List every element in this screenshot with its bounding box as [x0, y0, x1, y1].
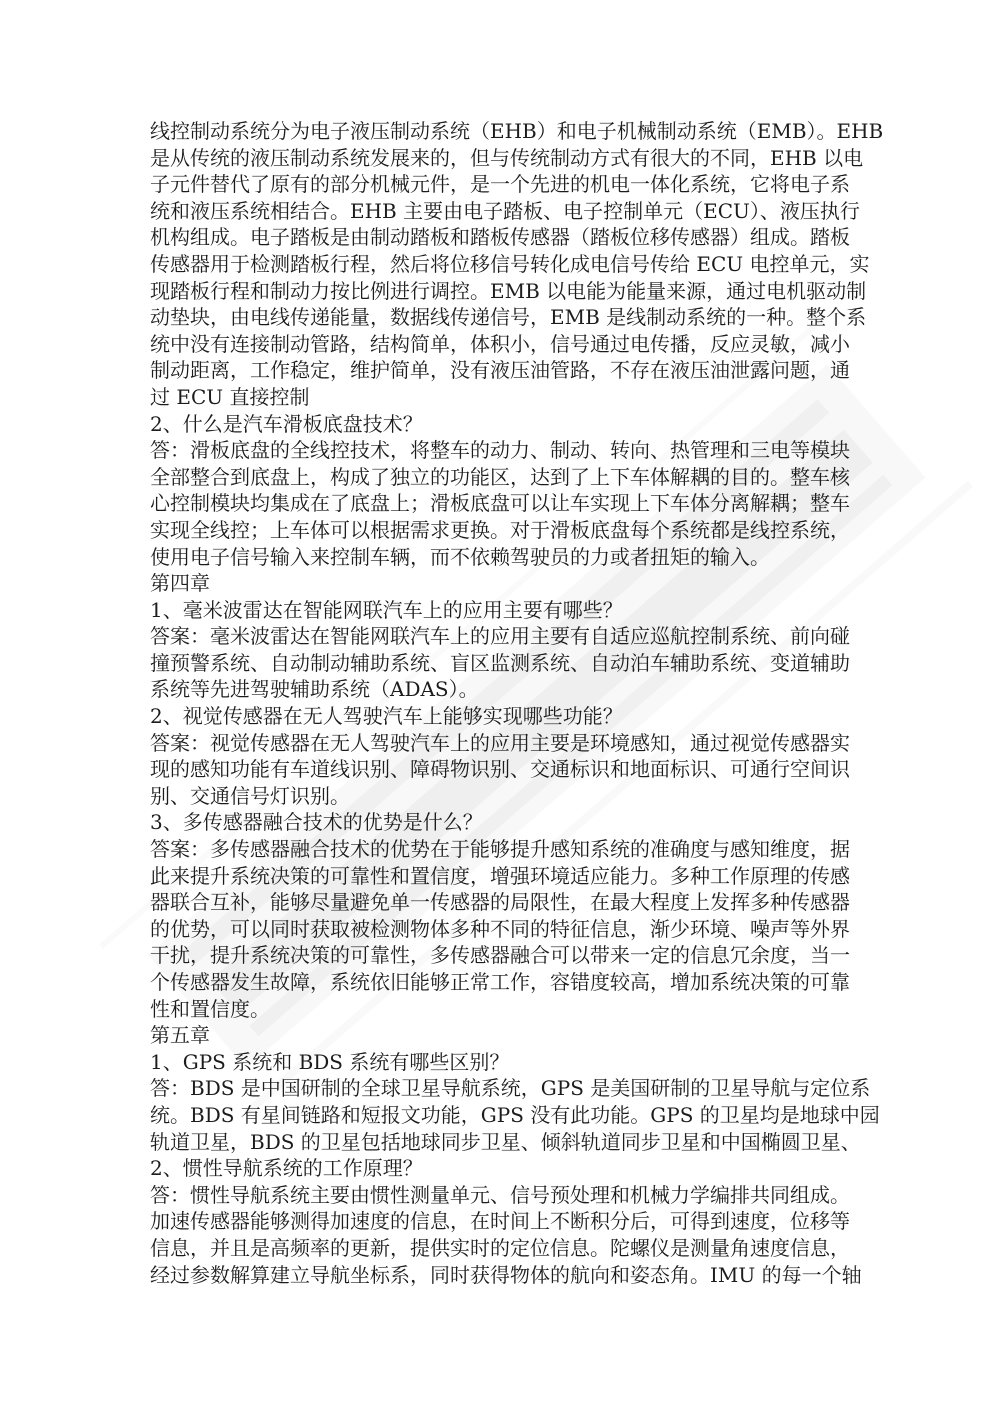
text-line: 经过参数解算建立导航坐标系，同时获得物体的航向和姿态角。IMU 的每一个轴	[150, 1262, 862, 1287]
text-line: 第四章	[150, 571, 210, 596]
paragraph	[150, 1155, 844, 1182]
paragraph	[150, 411, 844, 438]
paragraph	[150, 437, 850, 570]
paragraph	[150, 1049, 844, 1076]
text-line: 过 ECU 直接控制	[150, 384, 310, 409]
paragraph	[150, 809, 844, 836]
text-line: 2、惯性导航系统的工作原理？	[150, 1156, 423, 1181]
text-line: 撞预警系统、自动制动辅助系统、盲区监测系统、自动泊车辅助系统、变道辅助	[150, 650, 850, 675]
text-line: 答：BDS 是中国研制的全球卫星导航系统，GPS 是美国研制的卫星导航与定位系	[150, 1076, 871, 1101]
text-line: 3、多传感器融合技术的优势是什么？	[150, 810, 483, 835]
paragraph	[150, 836, 850, 1022]
text-line: 个传感器发生故障，系统依旧能够正常工作，容错度较高，增加系统决策的可靠	[150, 970, 850, 994]
paragraph	[150, 623, 850, 703]
text-line: 加速传感器能够测得加速度的信息，在时间上不断积分后，可得到速度，位移等	[150, 1209, 850, 1234]
text-line: 答：惯性导航系统主要由惯性测量单元、信号预处理和机械力学编排共同组成。	[150, 1182, 850, 1207]
text-line: 统和液压系统相结合。EHB 主要由电子踏板、电子控制单元（ECU）、液压执行	[150, 198, 860, 223]
text-line: 答案：多传感器融合技术的优势在于能够提升感知系统的准确度与感知维度，据	[150, 837, 850, 862]
text-line: 答：滑板底盘的全线控技术，将整车的动力、制动、转向、热管理和三电等模块	[150, 438, 850, 463]
text-line: 器联合互补，能够尽量避免单一传感器的局限性，在最大程度上发挥多种传感器	[150, 890, 850, 915]
text-line: 使用电子信号输入来控制车辆，而不依赖驾驶员的力或者扭矩的输入。	[150, 544, 770, 569]
paragraph	[150, 118, 884, 411]
paragraph	[150, 570, 844, 597]
text-line: 系统等先进驾驶辅助系统（ADAS）。	[150, 677, 479, 702]
paragraph	[150, 730, 850, 810]
document-text	[150, 118, 884, 1288]
text-line: 答案：毫米波雷达在智能网联汽车上的应用主要有自适应巡航控制系统、前向碰	[150, 624, 850, 649]
text-line: 的优势，可以同时获取被检测物体多种不同的特征信息，渐少环境、噪声等外界	[150, 916, 850, 941]
text-line: 2、视觉传感器在无人驾驶汽车上能够实现哪些功能？	[150, 704, 623, 729]
text-line: 别、交通信号灯识别。	[150, 783, 350, 808]
text-line: 性和置信度。	[150, 996, 270, 1021]
text-line: 动垫块，由电线传递能量，数据线传递信号，EMB 是线制动系统的一种。整个系	[150, 305, 867, 330]
text-line: 是从传统的液压制动系统发展来的，但与传统制动方式有很大的不同，EHB 以电	[150, 145, 864, 170]
paragraph	[150, 1022, 844, 1049]
text-line: 轨道卫星，BDS 的卫星包括地球同步卫星、倾斜轨道同步卫星和中国椭圆卫星、	[150, 1129, 861, 1154]
text-line: 机构组成。电子踏板是由制动踏板和踏板传感器（踏板位移传感器）组成。踏板	[150, 225, 850, 250]
text-line: 制动距离，工作稳定，维护简单，没有液压油管路，不存在液压油泄露问题，通	[150, 358, 850, 383]
text-line: 1、毫米波雷达在智能网联汽车上的应用主要有哪些？	[150, 597, 623, 622]
text-line: 现的感知功能有车道线识别、障碍物识别、交通标识和地面标识、可通行空间识	[150, 757, 850, 782]
text-line: 全部整合到底盘上，构成了独立的功能区，达到了上下车体解耦的目的。整车核	[150, 464, 850, 489]
paragraph	[150, 597, 844, 624]
text-line: 统中没有连接制动管路，结构简单，体积小，信号通过电传播，反应灵敏，减小	[150, 331, 850, 356]
text-line: 传感器用于检测踏板行程，然后将位移信号转化成电信号传给 ECU 电控单元，实	[150, 251, 870, 276]
text-line: 第五章	[150, 1023, 210, 1048]
paragraph	[150, 1075, 880, 1155]
text-line: 统。BDS 有星间链路和短报文功能，GPS 没有此功能。GPS 的卫星均是地球中园	[150, 1102, 880, 1127]
text-line: 2、什么是汽车滑板底盘技术？	[150, 411, 423, 436]
text-line: 心控制模块均集成在了底盘上；滑板底盘可以让车实现上下车体分离解耦；整车	[150, 491, 850, 516]
text-line: 1、GPS 系统和 BDS 系统有哪些区别？	[150, 1049, 510, 1074]
text-line: 此来提升系统决策的可靠性和置信度，增强环境适应能力。多种工作原理的传感	[150, 863, 850, 888]
paragraph	[150, 703, 844, 730]
text-line: 答案：视觉传感器在无人驾驶汽车上的应用主要是环境感知，通过视觉传感器实	[150, 730, 850, 755]
text-line: 线控制动系统分为电子液压制动系统（EHB）和电子机械制动系统（EMB）。EHB	[150, 119, 884, 143]
text-line: 子元件替代了原有的部分机械元件，是一个先进的机电一体化系统，它将电子系	[150, 172, 850, 197]
text-line: 实现全线控；上车体可以根据需求更换。对于滑板底盘每个系统都是线控系统，	[150, 517, 850, 542]
paragraph	[150, 1182, 862, 1288]
text-line: 信息，并且是高频率的更新，提供实时的定位信息。陀螺仪是测量角速度信息，	[150, 1235, 850, 1260]
text-line: 现踏板行程和制动力按比例进行调控。EMB 以电能为能量来源，通过电机驱动制	[150, 278, 867, 303]
text-line: 干扰，提升系统决策的可靠性，多传感器融合可以带来一定的信息冗余度，当一	[150, 943, 850, 968]
